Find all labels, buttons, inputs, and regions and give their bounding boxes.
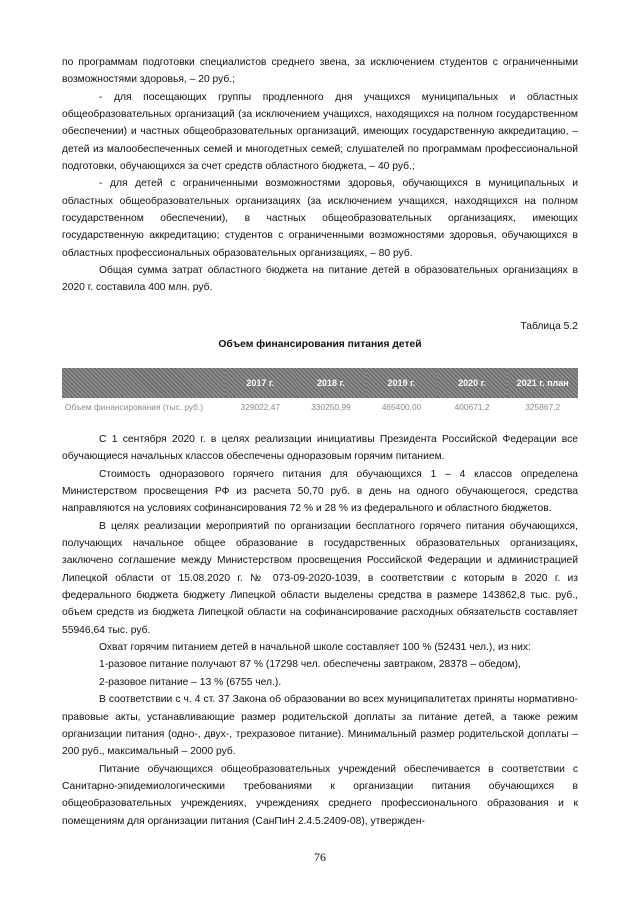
table-cell: 330250,99	[311, 401, 351, 412]
table-number: Таблица 5.2	[520, 321, 578, 332]
table-row	[62, 398, 578, 415]
table-cell: 465400,00	[381, 401, 422, 412]
paragraph: С 1 сентября 2020 г. в целях реализации инициативы Президента Российской Федерации все обучающиеся начальных классов обеспечены одноразовым горячим питанием.	[62, 434, 578, 463]
paragraph: - для детей с ограниченными возможностями здоровья, обучающихся в муниципальных и областных общеобразовательных организациях (за исключением учащихся, находящихся на полном государственном обеспечении), в частных общеобразовательных организациях, имеющих государственную аккредитацию; студентов с ограниченными возможностями здоровья, обучающихся в областных профессиональных образовательных организациях, – 80 руб.	[62, 178, 578, 259]
paragraph: Стоимость одноразового горячего питания для обучающихся 1 – 4 классов определена Министерством просвещения РФ из расчета 50,70 руб. в день на одного обучающегося, средства направляются на условиях софинансирования 72 % и 28 % из федерального и областного бюджетов.	[62, 468, 578, 515]
paragraph: Охват горячим питанием детей в начальной школе составляет 100 % (52431 чел.), из них:	[99, 642, 531, 654]
paragraph: 1-разовое питание получают 87 % (17298 чел. обеспечены завтраком, 28378 – обедом),	[99, 659, 521, 671]
table-cell: 400671,2	[454, 401, 490, 412]
paragraph: Общая сумма затрат областного бюджета на питание детей в образовательных организациях в 2020 г. составила 400 млн. руб.	[62, 265, 578, 294]
table-header-cell: 2017 г.	[225, 368, 296, 398]
body-text-bottom	[62, 431, 578, 830]
paragraph: по программам подготовки специалистов среднего звена, за исключением студентов с ограниченными возможностями здоровья, – 20 руб.;	[62, 57, 578, 86]
paragraph: 2-разовое питание – 13 % (6755 чел.).	[99, 676, 282, 688]
table-cell: 329022,47	[240, 401, 281, 412]
table-header-cell: 2020 г.	[437, 368, 508, 398]
paragraph: Питание обучающихся общеобразовательных учреждений обеспечивается в соответствии с Санитарно-эпидемиологическими требованиями к организации питания обучающихся в общеобразовательных учреждениях, учреждениях среднего профессионального образования и к помещениям для организации питания (СанПиН 2.4.5.2409-08), утвержден-	[62, 763, 578, 827]
table-header-cell: 2018 г.	[296, 368, 367, 398]
paragraph: В соответствии с ч. 4 ст. 37 Закона об образовании во всех муниципалитетах приняты нормативно-правовые акты, устанавливающие размер родительской доплаты за питание детей, а также режим организации питания (одно-, двух-, трехразовое питание). Минимальный размер родительской доплаты – 200 руб., максимальный – 2000 руб.	[62, 694, 578, 758]
page-number: 76	[314, 850, 326, 864]
table-row-label: Объем финансирования (тыс. руб.)	[65, 401, 204, 412]
paragraph: - для посещающих группы продленного дня учащихся муниципальных и областных общеобразовательных организаций (за исключением учащихся, находящихся на полном государственном обеспечении) и частных общеобразовательных организаций, имеющих государственную аккредитацию, – детей из малообеспеченных семей и многодетных семей; слушателей по программам профессиональной подготовки, обучающихся за счет средств областного бюджета, – 40 руб.;	[62, 91, 578, 173]
table-cell: 325867,2	[525, 401, 561, 412]
table-title: Объем финансирования питания детей	[218, 339, 422, 350]
body-text-top	[62, 54, 578, 297]
table-header-cell: 2021 г. план	[507, 368, 578, 398]
financing-table	[62, 368, 578, 415]
table-header-cell: 2019 г.	[366, 368, 437, 398]
table-header-corner	[62, 368, 225, 398]
paragraph: В целях реализации мероприятий по организации бесплатного горячего питания обучающихся, получающих начальное общее образование в государственных образовательных организациях, заключено соглашение между Министерством просвещения Российской Федерации и администрацией Липецкой области от 15.08.2020 г. № 073-09-2020-1039, в соответствии с которым в 2020 г. из федерального бюджета бюджету Липецкой области выделены средства в размере 143862,8 тыс. руб., объем средств из бюджета Липецкой области на софинансирование расходных обязательств составляет 55946,64 тыс. руб.	[62, 520, 578, 636]
table-header-row	[62, 368, 578, 398]
